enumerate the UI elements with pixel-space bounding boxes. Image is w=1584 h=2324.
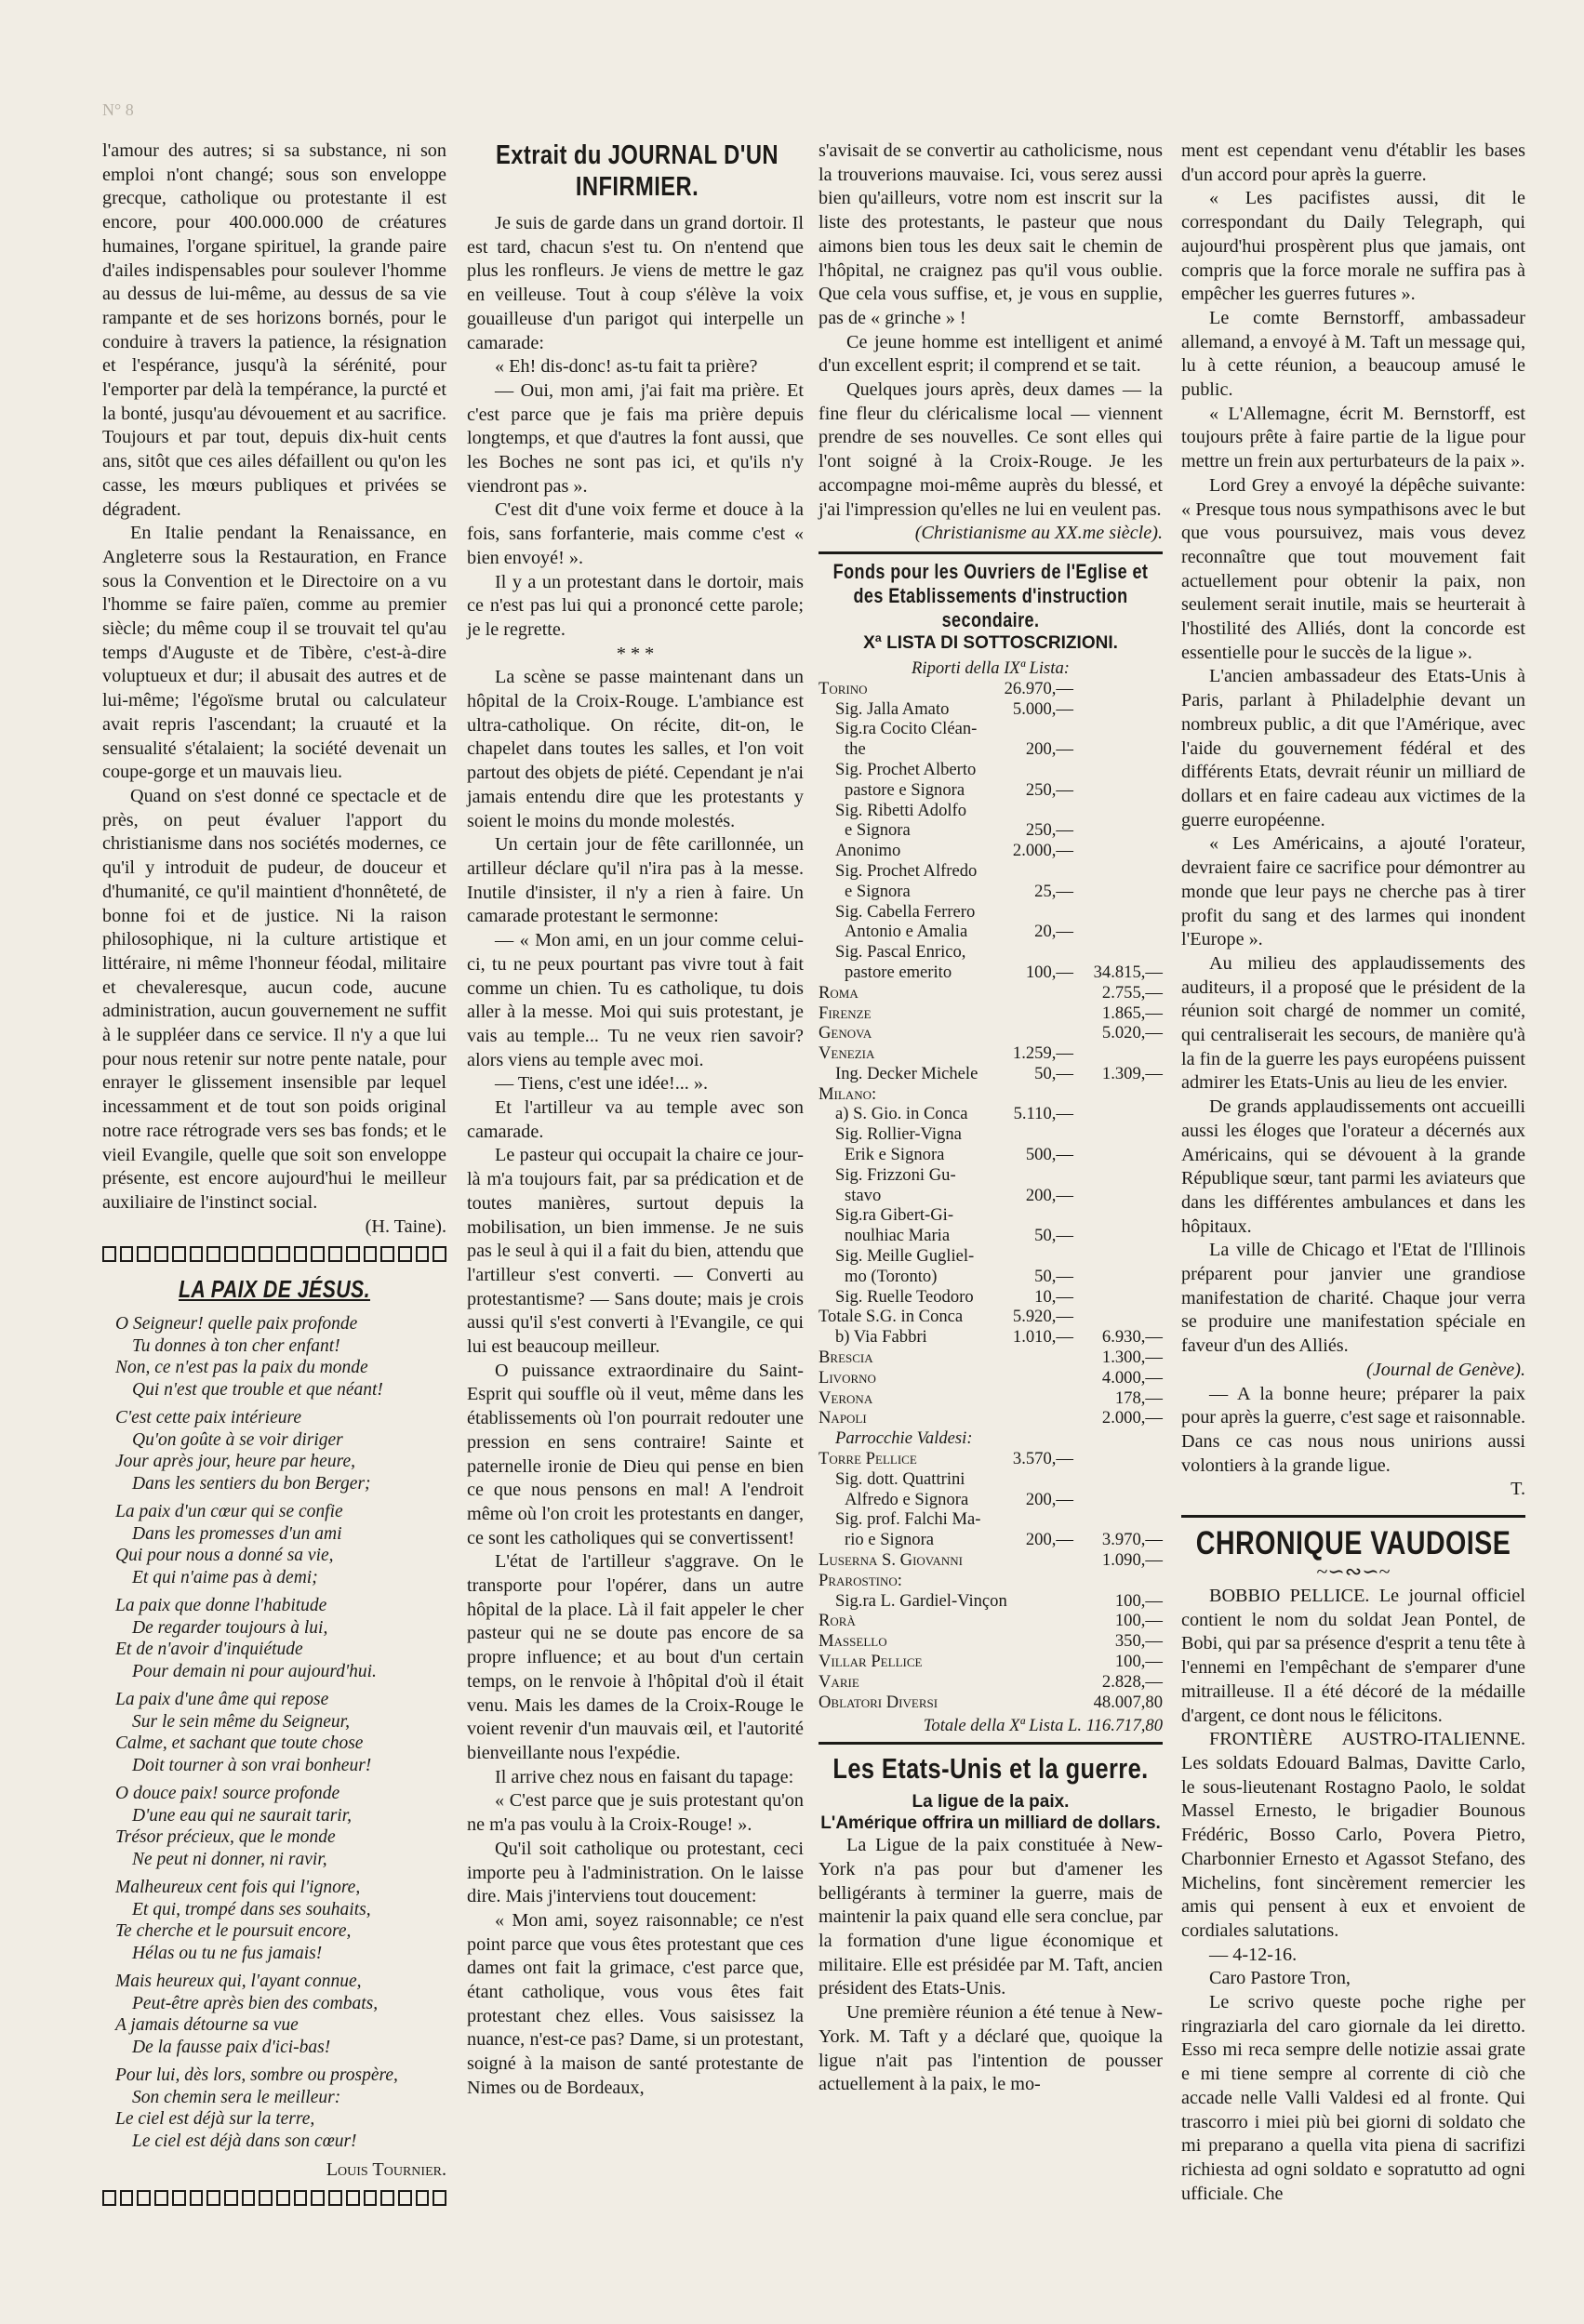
- poem-line: D'une eau qui ne saurait tarir,: [132, 1805, 352, 1826]
- subscription-amount: 5.000,—: [1012, 698, 1073, 719]
- subscription-row: [819, 1652, 1163, 1672]
- subscription-amount: 250,—: [1025, 779, 1073, 800]
- poem-line: Peut-être après bien des combats,: [132, 1993, 379, 2013]
- poem-line: Le ciel est déjà dans son cœur!: [132, 2131, 357, 2151]
- subscription-row: [819, 1530, 1163, 1550]
- subscriber-name: Torino: [819, 678, 868, 698]
- subscription-row: [819, 1693, 1163, 1713]
- etats-unis-article-continued: [1181, 139, 1525, 1359]
- subscription-row: [819, 861, 1163, 882]
- poem-line: A jamais détourne sa vue: [115, 2015, 299, 2036]
- riporti-label: Riporti della IXª Lista:: [912, 657, 1070, 678]
- subscription-row: [819, 719, 1163, 739]
- taine-paragraph-3: Quand on s'est donné ce spectacle et de près, on peut évaluer l'apport du christianisme dans nos sociétés modernes, ce qu'il y introduit de pudeur, de douceur et d'humanité, ce qu'il maintient d'honnêteté, de bonne foi et de justice. Ni la raison philosophique, ni la culture artistique et littéraire, ni même l'honneur féodal, militaire et chevaleresque, aucun code, aucune administration, aucun gouvernement ne suffit à le suppléer dans ce service. Il n'y a que lui pour nous retenir sur notre pente natale, pour enrayer le glissement insensible par lequel incessamment et de tout son poids original notre race rétrograde vers ses bas fonds; et le vieil Evangile, quelle que soit son enveloppe présente, est encore aujourd'hui le meilleur auxiliaire de l'instinct social.: [102, 785, 446, 1213]
- subscriber-name: Luserna S. Giovanni: [819, 1550, 964, 1571]
- subscription-row: [819, 1469, 1163, 1490]
- subscription-row: [819, 1205, 1163, 1226]
- subscriber-name: noulhiac Maria: [845, 1226, 951, 1246]
- poem-line: Qu'on goûte à se voir diriger: [132, 1429, 343, 1450]
- poem-stanza: [102, 1407, 446, 1494]
- subscription-amount: 500,—: [1025, 1145, 1073, 1165]
- subscription-subtotal: 100,—: [1114, 1590, 1163, 1611]
- infirmier-paragraph: « Mon ami, soyez raisonnable; ce n'est point parce que vous êtes protestant que ces dames ont fait la grimace, c'est parce que, étant catholique, vous vous êtes fait protestant chez elles. Vous saisissez la nuance, n'est-ce pas? Dame, si un protestant, soigné à la maison de santé protestante de Nimes ou de Bordeaux,: [467, 1909, 804, 2098]
- subscription-row: [819, 963, 1163, 983]
- subscriber-name: Sig. Cabella Ferrero: [835, 901, 976, 922]
- christianisme-source: (Christianisme au XX.me siècle).: [914, 523, 1163, 544]
- poem-line: Pour demain ni pour aujourd'hui.: [132, 1661, 377, 1681]
- subscription-row: [819, 820, 1163, 841]
- column-2: [467, 139, 804, 2101]
- subscriber-name: Napoli: [819, 1408, 867, 1428]
- subscriber-name: Sig. Ribetti Adolfo: [835, 800, 967, 820]
- subscription-row: [819, 1246, 1163, 1267]
- subscriber-name: Oblatori Diversi: [819, 1692, 938, 1712]
- etats-paragraph: « Les pacifistes aussi, dit le correspondant du Daily Telegraph, qui aujourd'hui prospèrent plus que jamais, ont compris que la force morale ne suffira pas à empêcher les guerres futures ».: [1181, 188, 1525, 305]
- subscription-amount: 26.970,—: [1004, 678, 1073, 698]
- subscription-subtotal: 100,—: [1114, 1652, 1163, 1671]
- subscription-subtotal: 3.970,—: [1101, 1530, 1163, 1550]
- subscription-row: [819, 1165, 1163, 1186]
- subscriber-name: Sig. Frizzoni Gu-: [835, 1164, 956, 1185]
- subscription-amount: 25,—: [1034, 881, 1073, 901]
- subscription-row: [819, 1591, 1163, 1612]
- section-stars: * * *: [616, 643, 655, 664]
- poem-line: La paix d'une âme qui repose: [115, 1690, 329, 1710]
- subscriber-name: Sig. Jalla Amato: [835, 698, 950, 719]
- infirmier-paragraph: « C'est parce que je suis protestant qu'on ne m'a pas voulu à la Croix-Rouge! ».: [467, 1790, 804, 1836]
- subscription-row: [819, 1509, 1163, 1530]
- subscription-subtotal: 4.000,—: [1101, 1367, 1163, 1388]
- subscription-rows: [819, 679, 1163, 1713]
- subscription-row: [819, 1571, 1163, 1591]
- subscriber-name: Sig. Pascal Enrico,: [835, 942, 966, 963]
- subscription-amount: 5.110,—: [1013, 1104, 1073, 1124]
- subscription-row: [819, 1611, 1163, 1631]
- etats-paragraph: Lord Grey a envoyé la dépêche suivante: « Presque tous nous sympathisons avec le but que vous poursuivez, mais vous devez reconnaître que tout mouvement fait actuellement pour obtenir la paix, non seulement serait inutile, mais se heurterait à l'hostilité des Alliés, dont la concorde est essentielle pour le succès de la ligue ».: [1181, 474, 1525, 663]
- infirmier-paragraph: Un certain jour de fête carillonnée, un artilleur déclare qu'il n'ira pas à la messe. Inutile d'insister, il n'y a rien à faire. Un camarade protestant le sermonne:: [467, 834, 804, 927]
- subscriber-name: Sig. dott. Quattrini: [835, 1468, 965, 1489]
- poem-stanza: [102, 1595, 446, 1682]
- subscription-row: [819, 1104, 1163, 1124]
- subscriber-name: e Signora: [845, 820, 911, 841]
- subscription-row: [819, 1084, 1163, 1105]
- etats-paragraph: Une première réunion a été tenue à New-York. M. Taft y a déclaré que, quoique la ligue n'ait pas l'intention de pousser actuellement à la paix, le mo-: [819, 2002, 1163, 2095]
- subscription-row: [819, 1226, 1163, 1246]
- subscription-amount: 1.010,—: [1012, 1327, 1073, 1348]
- etats-subtitle-2: L'Amérique offrira un milliard de dollars.: [820, 1813, 1161, 1834]
- lista-title: Xª LISTA DI SOTTOSCRIZIONI.: [863, 632, 1118, 653]
- subscription-subtotal: 350,—: [1114, 1631, 1163, 1652]
- subscriber-name: Sig.ra Gibert-Gi-: [835, 1205, 954, 1226]
- poem-line: La paix d'un cœur qui se confie: [115, 1502, 343, 1522]
- fonds-title: Fonds pour les Ouvriers de l'Eglise et des Etablissements d'instruction secondaire.: [832, 559, 1149, 631]
- poem-line: De la fausse paix d'ici-bas!: [132, 2037, 331, 2057]
- subscription-row: [819, 801, 1163, 821]
- subscription-row: [819, 739, 1163, 760]
- closing-comment: — A la bonne heure; préparer la paix pour après la guerre, c'est sage et raisonnable. Dans ce cas nous nous unirions aussi volontiers à la grande ligue.: [1181, 1383, 1525, 1476]
- subscription-row: [819, 1348, 1163, 1368]
- subscriber-name: Sig. prof. Falchi Ma-: [835, 1509, 981, 1530]
- etats-paragraph: La Ligue de la paix constituée à New-York n'a pas pour but d'amener les belligérants à terminer la guerre, mais de maintenir la paix quand elle sera conclue, par la formation d'une ligue économique et militaire. Elle est présidée par M. Taft, ancien président des Etats-Unis.: [819, 1835, 1163, 1999]
- subscription-subtotal: 1.865,—: [1101, 1003, 1163, 1023]
- subscription-amount: 50,—: [1034, 1226, 1073, 1246]
- subscription-amount: 50,—: [1034, 1063, 1073, 1083]
- subscription-row: [819, 780, 1163, 801]
- poem-line: Calme, et sachant que toute chose: [115, 1733, 364, 1754]
- subscription-subtotal: 5.020,—: [1101, 1023, 1163, 1043]
- poem-stanza: [102, 1313, 446, 1401]
- infirmier-paragraph: Qu'il soit catholique ou protestant, ceci importe peu à l'administration. On le laisse dire. Mais j'interviens tout doucement:: [467, 1838, 804, 1907]
- subscriber-name: stavo: [845, 1185, 882, 1205]
- subscriber-name: Venezia: [819, 1043, 875, 1064]
- subscription-row: [819, 1490, 1163, 1510]
- poem-line: Pour lui, dès lors, sombre ou prospère,: [115, 2065, 398, 2086]
- infirmier-paragraph: Ce jeune homme est intelligent et animé d'un excellent esprit; il comprend et se tait.: [819, 331, 1163, 377]
- poem-line: O douce paix! source profonde: [115, 1784, 340, 1804]
- subscription-subtotal: 1.300,—: [1101, 1348, 1163, 1368]
- poem-line: Hélas ou tu ne fus jamais!: [132, 1943, 323, 1963]
- poem-line: Dans les promesses d'un ami: [132, 1523, 342, 1544]
- subscriber-name: b) Via Fabbri: [835, 1327, 927, 1348]
- poem-stanza: [102, 1877, 446, 1964]
- poem-line: C'est cette paix intérieure: [115, 1408, 302, 1428]
- subscription-row: [819, 1003, 1163, 1024]
- poem-line: Malheureux cent fois qui l'ignore,: [115, 1878, 361, 1898]
- infirmier-paragraph: — « Mon ami, en un jour comme celui-ci, tu ne peux pourtant pas vivre tout à fait comme un chien. Tu es catholique, tu dois aller à la messe. Moi qui suis protestant, je vais au temple... Tu ne veux rien savoir? alors viens au temple avec moi.: [467, 930, 804, 1070]
- etats-paragraph: De grands applaudissements ont accueilli aussi les éloges que l'orateur a décernés aux Américains, qui se dévouent à la grande République sœur, tant parmi les aviateurs que dans les différentes ambulances et dans les hôpitaux.: [1181, 1096, 1525, 1237]
- etats-paragraph: L'ancien ambassadeur des Etats-Unis à Paris, parlant à Philadelphie devant un nombreux public, a dit que l'Amérique, avec l'aide du gouvernement fédéral et des différents Etats, devrait réunir un milliard de dollars et en faire cadeau aux victimes de la guerre européenne.: [1181, 666, 1525, 830]
- poem-stanza: [102, 1783, 446, 1870]
- chronique-paragraph: — 4-12-16.: [1209, 1944, 1298, 1965]
- taine-paragraph-1: l'amour des autres; si sa substance, ni son emploi n'ont changé; sous son enveloppe grecque, catholique ou protestante il est encore, pour 400.000.000 de créatures humaines, l'organe spirituel, la grande paire d'ailes indispensables pour soulever l'homme au dessus de lui-même, au dessus de sa vie rampante et de ses horizons bornés, pour le conduire à travers la patience, la résignation et l'espérance, jusqu'à la sérénité, pour l'emporter par delà la tempérance, la purcté et la bonté, jusqu'au dévouement et au sacrifice. Toujours et par tout, depuis dix-huit cents ans, sitôt que ces ailes défaillent ou qu'on les casse, les mœurs publiques et privées se dégradent.: [102, 140, 446, 520]
- etats-unis-title: Les Etats-Unis et la guerre.: [832, 1752, 1149, 1786]
- chronique-paragraph: FRONTIÈRE AUSTRO-ITALIENNE. Les soldats Edouard Balmas, Davitte Carlo, le sous-lieutenant Rostagno Paolo, le soldat Massel Ernesto, le brigadier Bounous Frédéric, Bosso Carlo, Povera Pietro, Charbonnier Ernesto et Agassot Stefano, des Michelins, font sincèrement remercier les amis qui pensent à eux et envoient de cordiales salutations.: [1181, 1729, 1525, 1941]
- infirmier-paragraph: Et l'artilleur va au temple avec son camarade.: [467, 1097, 804, 1142]
- poem-line: Non, ce n'est pas la paix du monde: [115, 1358, 368, 1378]
- subscription-row: [819, 1428, 1163, 1449]
- subscriber-name: Firenze: [819, 1003, 872, 1023]
- subscription-row: [819, 1327, 1163, 1348]
- subscription-row: [819, 882, 1163, 902]
- subscription-row: [819, 1449, 1163, 1469]
- poem-line: Trésor précieux, que le monde: [115, 1827, 336, 1848]
- infirmier-paragraph: Quelques jours après, deux dames — la fine fleur du cléricalisme local — viennent prendre de ses nouvelles. Ce sont elles qui l'ont soigné à la Croix-Rouge. Je les accompagne moi-même auprès du blessé, et j'ai l'impression qu'elles ne lui en veulent pas.: [819, 379, 1163, 520]
- subscriber-name: the: [845, 739, 866, 760]
- subscriber-name: Erik e Signora: [845, 1145, 945, 1165]
- infirmier-paragraph: s'avisait de se convertir au catholicisme, nous la trouverions mauvaise. Ici, vous serez aussi bien qu'ailleurs, votre nom est inscrit sur la liste des protestants, le pasteur que nous aimons bien tous les deux sait le chemin de l'hôpital, ne craignez pas qu'il vous oublie. Que cela vous suffise, et, je vous en supplie, pas de « grinche » !: [819, 140, 1163, 328]
- subscription-row: [819, 699, 1163, 720]
- subscriber-name: Milano:: [819, 1083, 877, 1104]
- chronique-title: CHRONIQUE VAUDOISE: [1195, 1525, 1511, 1562]
- section-rule: [819, 551, 1163, 554]
- subscriber-name: Brescia: [819, 1348, 873, 1368]
- poem-stanza: [102, 1501, 446, 1588]
- infirmier-paragraph: Le pasteur qui occupait la chaire ce jour-là m'a toujours fait, par sa prédication et de toutes manières, surtout depuis la mobilisation, un bien immense. Je ne suis pas le seul à qui il a fait du bien, attendu que l'artilleur s'est converti. — Converti au protestantisme? — Sans doute; mais je crois aussi qu'il s'est converti à l'Evangile, ce qui lui est beaucoup meilleur.: [467, 1145, 804, 1358]
- subscriber-name: Massello: [819, 1631, 887, 1652]
- poem-line: Dans les sentiers du bon Berger;: [132, 1473, 371, 1494]
- ornamental-rule: [102, 1246, 446, 1263]
- poem-line: De regarder toujours à lui,: [132, 1617, 328, 1638]
- ornament-flourish: ~∽∾∽~: [1316, 1560, 1391, 1584]
- subscription-subtotal: 2.000,—: [1101, 1408, 1163, 1428]
- subscriber-name: Verona: [819, 1388, 873, 1408]
- subscriber-name: pastore e Signora: [845, 779, 965, 800]
- subscription-row: [819, 1388, 1163, 1409]
- subscription-row: [819, 1186, 1163, 1206]
- subscription-row: [819, 760, 1163, 780]
- subscription-subtotal: 34.815,—: [1093, 962, 1163, 982]
- ornamental-rule-bottom: [102, 2190, 446, 2207]
- subscription-amount: 5.920,—: [1012, 1307, 1073, 1327]
- poem-line: Te cherche et le poursuit encore,: [115, 1921, 352, 1942]
- subscription-subtotal: 1.309,—: [1101, 1063, 1163, 1083]
- chronique-vaudoise: [1181, 1585, 1525, 2206]
- subscription-amount: 100,—: [1025, 962, 1073, 982]
- infirmier-article: [467, 212, 804, 2101]
- subscription-row: [819, 1287, 1163, 1308]
- column-4: [1181, 139, 1525, 2206]
- infirmier-title: Extrait du JOURNAL D'UN INFIRMIER.: [495, 140, 779, 202]
- taine-signature: (H. Taine).: [365, 1215, 446, 1237]
- poem-line: Le ciel est déjà sur la terre,: [115, 2109, 315, 2130]
- subscriber-name: Torre Pellice: [819, 1449, 917, 1469]
- subscription-row: [819, 1408, 1163, 1428]
- subscriber-name: Varie: [819, 1671, 859, 1692]
- chronique-paragraph: Le scrivo queste poche righe per ringraziarla del caro giornale da lei diretto. Esso mi reca sempre delle notizie assai grate e mi tiene sempre al corrente di ciò che accade nelle Valli Valdesi ed al fronte. Qui trascorro i miei più bei giorni di soldato che mi preparano a quella vita piena di sacrifizi richiesta ad ogni soldato e sopratutto ad ogni ufficiale. Che: [1181, 1992, 1525, 2204]
- subscription-amount: 200,—: [1025, 1185, 1073, 1205]
- subscriber-name: Antonio e Amalia: [845, 922, 968, 942]
- subscriber-name: mo (Toronto): [845, 1266, 938, 1286]
- subscription-row: [819, 1267, 1163, 1287]
- etats-unis-article: [819, 1834, 1163, 2097]
- chronique-paragraph: BOBBIO PELLICE. Le journal officiel contient le nom du soldat Jean Pontel, de Bobi, qui par sa présence d'esprit a tenu tête à l'ennemi en l'empêchant de s'emparer d'une mitrailleuse. Il a été décoré de la médaille d'argent, ce dont nous le félicitons.: [1181, 1586, 1525, 1726]
- subscriber-name: Totale S.G. in Conca: [819, 1307, 964, 1327]
- etats-subtitle-1: La ligue de la paix.: [912, 1792, 1070, 1813]
- subscription-subtotal: 178,—: [1114, 1388, 1163, 1408]
- subscriber-name: Genova: [819, 1023, 872, 1043]
- etats-paragraph: « L'Allemagne, écrit M. Bernstorff, est toujours prête à faire partie de la ligue pour mettre un frein aux perturbateurs de la paix ».: [1181, 403, 1525, 472]
- subscription-row: [819, 1672, 1163, 1693]
- poem-line: Doit tourner à son vrai bonheur!: [132, 1755, 372, 1775]
- subscription-amount: 2.000,—: [1012, 841, 1073, 861]
- subscription-row: [819, 1368, 1163, 1388]
- infirmier-paragraph: Je suis de garde dans un grand dortoir. Il est tard, chacun s'est tu. On n'entend que plus les ronfleurs. Je viens de mettre le gaz en veilleuse. Tout à coup s'élève la voix gouailleuse d'un parigot qui interpelle un camarade:: [467, 213, 804, 353]
- infirmier-paragraph: — Oui, mon ami, j'ai fait ma prière. Et c'est parce que je fais ma prière depuis longtemps, et que d'autres la font aussi, que les Boches ne sont pas ici, et qu'ils n'y viendront pas ».: [467, 379, 804, 497]
- subscription-amount: 3.570,—: [1012, 1449, 1073, 1469]
- subscriber-name: Rorà: [819, 1611, 856, 1631]
- poem-line: Et qui, trompé dans ses souhaits,: [132, 1899, 371, 1919]
- subscription-row: [819, 1550, 1163, 1571]
- subscriber-name: Sig.ra L. Gardiel-Vinçon: [835, 1590, 1007, 1611]
- subscription-row: [819, 942, 1163, 963]
- subscriber-name: e Signora: [845, 881, 911, 901]
- subscriber-name: rio e Signora: [845, 1530, 935, 1550]
- subscription-subtotal: 100,—: [1114, 1611, 1163, 1631]
- infirmier-paragraph: La scène se passe maintenant dans un hôpital de la Croix-Rouge. L'ambiance est ultra-catholique. On récite, dit-on, le chapelet dans toutes les salles, et l'on voit partout des objets de piété. Cependant je n'ai jamais entendu dire que les protestants y soient le moins du monde molestés.: [467, 667, 804, 831]
- closing-signature: T.: [1511, 1479, 1525, 1500]
- poem-title: LA PAIX DE JÉSUS.: [178, 1275, 370, 1304]
- poem-line: Ne peut ni donner, ni ravir,: [132, 1849, 327, 1869]
- subscription-amount: 200,—: [1025, 1489, 1073, 1509]
- subscriber-name: Sig. Meille Gugliel-: [835, 1246, 975, 1267]
- poem-line: Son chemin sera le meilleur:: [132, 2087, 341, 2107]
- subscription-row: [819, 1043, 1163, 1064]
- subscription-row: [819, 841, 1163, 861]
- subscription-amount: 200,—: [1025, 739, 1073, 760]
- poem-line: Qui n'est que trouble et que néant!: [132, 1379, 383, 1400]
- subscriber-name: Sig.ra Cocito Cléan-: [835, 719, 978, 739]
- subscriber-name: Ing. Decker Michele: [835, 1063, 978, 1083]
- etats-paragraph: ment est cependant venu d'établir les bases d'un accord pour après la guerre.: [1181, 140, 1525, 185]
- subscription-row: [819, 1145, 1163, 1165]
- subscription-row: [819, 1023, 1163, 1043]
- poem-line: Jour après jour, heure par heure,: [115, 1452, 355, 1472]
- infirmier-paragraph: L'état de l'artilleur s'aggrave. On le transporte pour l'opérer, dans un autre hôpital de la place. Là il fait appeler le cher pasteur qui ne se doute pas encore de sa propre influence; et au bout d'un certain temps, on le renvoie à l'hôpital d'où il était venu. Mais les dames de la Croix-Rouge le voient revenir d'un mauvais œil, et l'autorité bienveillante nous l'expédie.: [467, 1551, 804, 1763]
- subscription-amount: 1.259,—: [1012, 1043, 1073, 1064]
- column-3: [819, 139, 1163, 2097]
- poem-stanza: [102, 1971, 446, 2058]
- poem: [102, 1313, 446, 2152]
- poem-line: O Seigneur! quelle paix profonde: [115, 1314, 358, 1335]
- journal-geneve-source: (Journal de Genève).: [1366, 1359, 1525, 1380]
- section-rule-2: [819, 1742, 1163, 1745]
- subscription-amount: 50,—: [1034, 1266, 1073, 1286]
- subscriber-name: Villar Pellice: [819, 1652, 923, 1671]
- section-rule-3: [1181, 1515, 1525, 1518]
- poem-line: Et qui n'aime pas à demi;: [132, 1567, 318, 1587]
- poem-line: La paix que donne l'habitude: [115, 1596, 327, 1616]
- etats-paragraph: « Les Américains, a ajouté l'orateur, devraient faire ce sacrifice pour démontrer au monde que leur pays ne cherche pas à tirer profit du sang et des larmes qui inondent l'Europe ».: [1181, 833, 1525, 950]
- subscription-subtotal: 1.090,—: [1101, 1550, 1163, 1571]
- subscription-amount: 200,—: [1025, 1530, 1073, 1550]
- subscription-amount: 250,—: [1025, 820, 1073, 841]
- column-1: [102, 139, 446, 2214]
- chronique-paragraph: Caro Pastore Tron,: [1209, 1968, 1351, 1989]
- subscriber-name: Sig. Rollier-Vigna: [835, 1124, 962, 1145]
- infirmier-paragraph: Il y a un protestant dans le dortoir, mais ce n'est pas lui qui a prononcé cette parole; je le regrette.: [467, 571, 804, 640]
- subscription-row: [819, 1631, 1163, 1652]
- subscription-list: [819, 658, 1163, 1736]
- infirmier-paragraph: Il arrive chez nous en faisant du tapage:: [495, 1766, 794, 1787]
- infirmier-paragraph: C'est dit d'une voix ferme et douce à la fois, sans forfanterie, mais comme c'est « bien envoyé! ».: [467, 499, 804, 568]
- subscriber-name: pastore emerito: [845, 962, 952, 982]
- subscription-subtotal: 6.930,—: [1101, 1327, 1163, 1348]
- subscription-amount: 10,—: [1034, 1286, 1073, 1307]
- subscription-row: [819, 902, 1163, 923]
- issue-number: N° 8: [102, 100, 134, 119]
- poem-signature: Louis Tournier.: [326, 2159, 446, 2181]
- subscriber-name: Prarostino:: [819, 1570, 902, 1590]
- subscription-row: [819, 983, 1163, 1003]
- newspaper-page: [102, 139, 1525, 2306]
- poem-line: Tu donnes à ton cher enfant!: [132, 1335, 340, 1356]
- poem-stanza: [102, 1689, 446, 1776]
- subscriber-name: Anonimo: [835, 841, 901, 861]
- poem-line: Sur le sein même du Seigneur,: [132, 1711, 350, 1732]
- subscription-row: [819, 679, 1163, 699]
- infirmier-paragraph: — Tiens, c'est une idée!... ».: [495, 1073, 709, 1095]
- subscription-subtotal: 48.007,80: [1093, 1692, 1163, 1712]
- subscription-row: [819, 1064, 1163, 1084]
- subscription-subtotal: 2.828,—: [1101, 1671, 1163, 1692]
- subscriber-name: Livorno: [819, 1367, 876, 1388]
- taine-paragraph-2: En Italie pendant la Renaissance, en Angleterre sous la Restauration, en France sous la Convention et le Directoire on a vu l'homme se faire païen, comme au premier siècle; du même coup il se trouvait tel qu'au temps d'Auguste et de Tibère, c'est-à-dire voluptueux et dur; il abusait des autres et de lui-même; l'égoïsme brutal ou calculateur avait repris l'ascendant; la cruauté et la sensualité s'étalaient; la société devenait un coupe-gorge et un mauvais lieu.: [102, 523, 446, 783]
- poem-line: Qui pour nous a donné sa vie,: [115, 1546, 334, 1566]
- subscription-row: [819, 1124, 1163, 1145]
- poem-line: Et de n'avoir d'inquiétude: [115, 1640, 303, 1660]
- etats-paragraph: La ville de Chicago et l'Etat de l'Illinois préparent pour janvier une grandiose manifestation de charité. Chaque jour verra se produire une manifestation spéciale en faveur d'un des Alliés.: [1181, 1240, 1525, 1357]
- subscriber-name: Alfredo e Signora: [845, 1489, 969, 1509]
- subscriber-name: Parrocchie Valdesi:: [835, 1428, 973, 1449]
- infirmier-paragraph: O puissance extraordinaire du Saint-Esprit qui souffle où il veut, même dans les établissements où l'on pourrait redouter une pression en sens contraire! Sainte et paternelle ironie de Dieu qui pense en bien ce que nous pensons en mal! A l'endroit même où l'on croit les protestants en danger, ce sont les catholiques qui se convertissent!: [467, 1360, 804, 1548]
- lista-total: Totale della Xª Lista L. 116.717,80: [923, 1716, 1163, 1736]
- subscriber-name: Sig. Prochet Alfredo: [835, 860, 978, 881]
- subscriber-name: Sig. Ruelle Teodoro: [835, 1286, 974, 1307]
- subscription-subtotal: 2.755,—: [1101, 982, 1163, 1003]
- subscriber-name: a) S. Gio. in Conca: [835, 1104, 968, 1124]
- etats-paragraph: Au milieu des applaudissements des auditeurs, il a proposé que le président de la réunion soit chargé de nommer un comité, qui centraliserait les secours, de manière qu'à la fin de la guerre les pays européens puissent admirer les Etats-Unis au lieu de les envier.: [1181, 952, 1525, 1094]
- etats-paragraph: Le comte Bernstorff, ambassadeur allemand, a envoyé à M. Taft un message qui, lu à cette réunion, a beaucoup amusé le public.: [1181, 307, 1525, 401]
- infirmier-article-continued: [819, 139, 1163, 522]
- poem-line: Mais heureux qui, l'ayant connue,: [115, 1972, 362, 1992]
- subscription-row: [819, 1307, 1163, 1327]
- infirmier-paragraph: « Eh! dis-donc! as-tu fait ta prière?: [495, 356, 758, 378]
- subscription-row: [819, 922, 1163, 942]
- subscription-amount: 20,—: [1034, 922, 1073, 942]
- subscriber-name: Sig. Prochet Alberto: [835, 759, 977, 779]
- subscriber-name: Roma: [819, 982, 859, 1003]
- page-header-strip: [102, 91, 1525, 128]
- poem-stanza: [102, 2065, 446, 2152]
